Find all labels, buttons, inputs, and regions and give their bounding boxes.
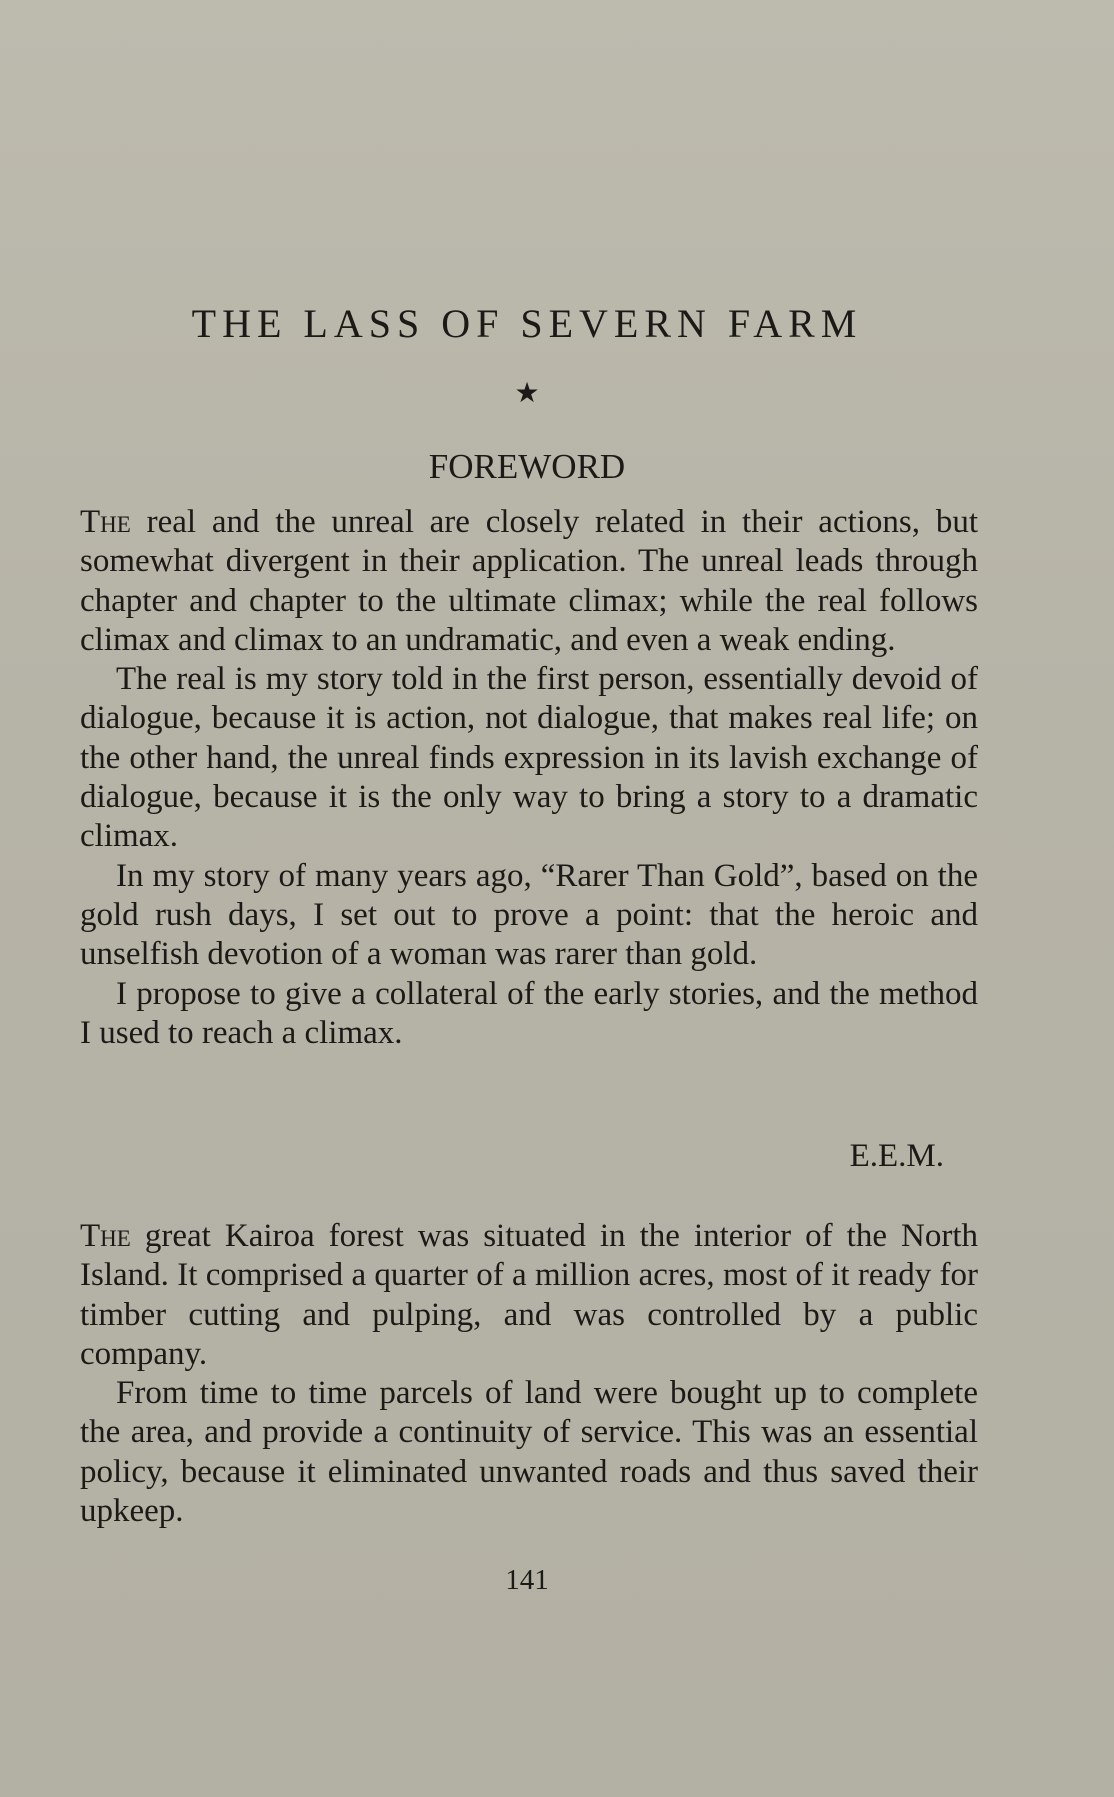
- foreword-text: [80, 503, 978, 1053]
- page-number: 141: [505, 1564, 549, 1596]
- star-ornament-icon: ★: [514, 378, 540, 409]
- foreword-paragraph-3: In my story of many years ago, “Rarer Than Gold”, based on the gold rush days, I set out to prove a point: that the heroic and unselfish devotion of a woman was rarer than gold.: [80, 857, 978, 973]
- foreword-paragraph-2: The real is my story told in the first person, essentially devoid of dialogue, because it is action, not dialogue, that makes real life; on the other hand, the unreal finds expression in its lavish exchange of dialogue, because it is the only way to bring a story to a dramatic climax.: [80, 661, 978, 855]
- story-paragraph-2: From time to time parcels of land were bought up to complete the area, and provide a continuity of service. This was an essential policy, because it eliminated unwanted roads and thus saved their upkeep.: [80, 1375, 978, 1530]
- paragraph-text: real and the unreal are closely related in their actions, but somewhat divergent in their application. The unreal leads through chapter and chapter to the ultimate climax; while the real follows climax and climax to an undramatic, and even a weak ending.: [80, 504, 978, 658]
- section-title: FOREWORD: [428, 447, 626, 486]
- foreword-paragraph-1: [80, 503, 978, 660]
- paragraph-text: great Kairoa forest was situated in the interior of the North Island. It comprised a quarter of a million acres, most of it ready for timber cutting and pulping, and was controlled by a public company.: [80, 1218, 978, 1372]
- paragraph-lead-word: The: [80, 504, 131, 540]
- foreword-signature: E.E.M.: [849, 1138, 944, 1174]
- story-paragraph-1: [80, 1217, 978, 1374]
- foreword-paragraph-4: I propose to give a collateral of the early stories, and the method I used to reach a climax.: [80, 975, 978, 1051]
- paragraph-lead-word: The: [80, 1218, 131, 1254]
- book-title: THE LASS OF SEVERN FARM: [191, 301, 863, 346]
- story-text: [80, 1217, 978, 1531]
